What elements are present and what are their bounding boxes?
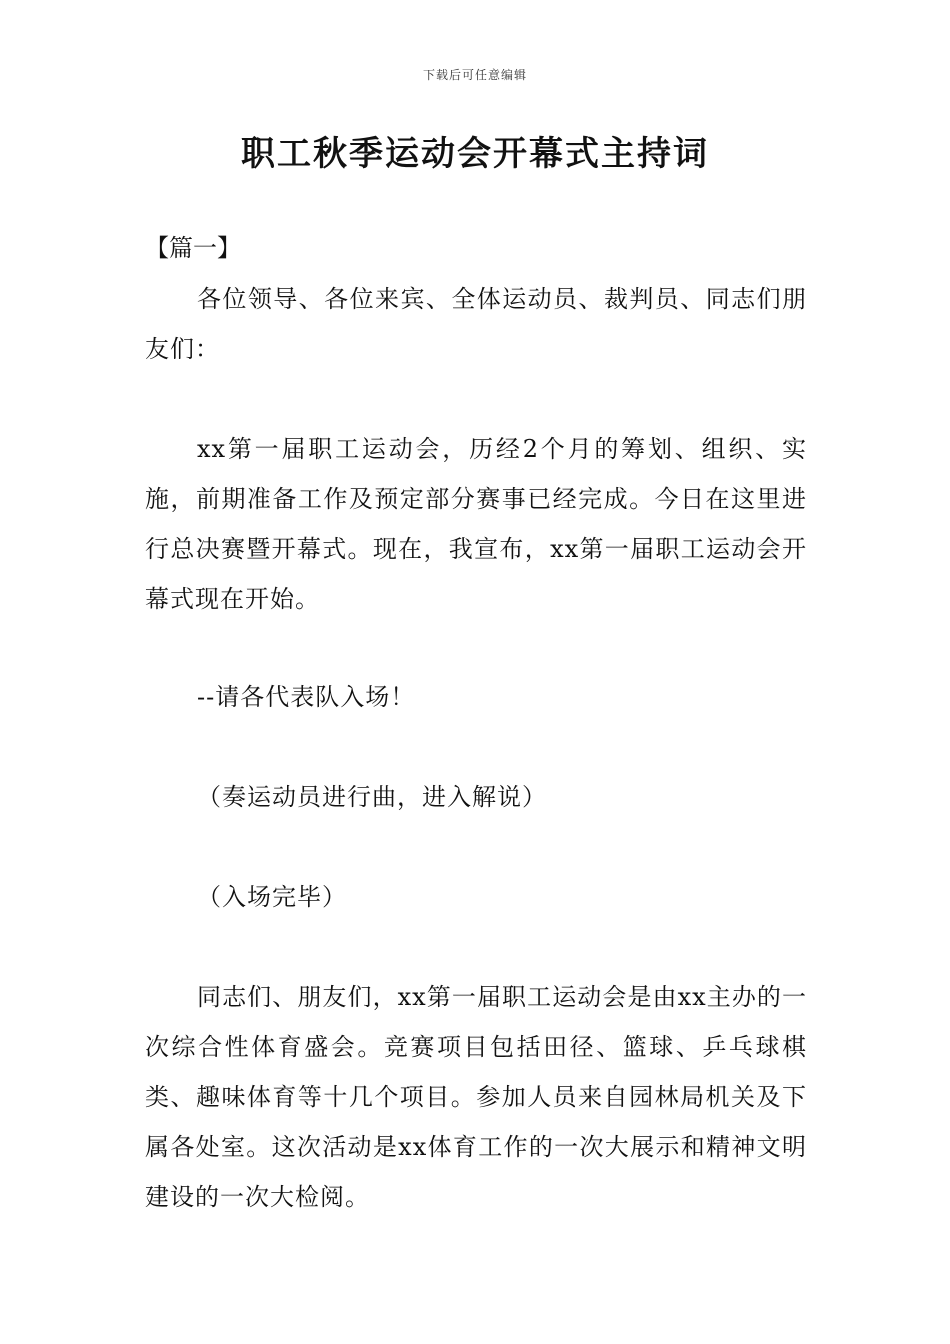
header-note: 下载后可任意编辑 xyxy=(422,68,527,82)
paragraph-music-note: （奏运动员进行曲，进入解说） xyxy=(197,783,547,811)
paragraph-greeting: 各位领导、各位来宾、全体运动员、裁判员、同志们朋友们： xyxy=(145,285,807,363)
paragraph-entry-complete: （入场完毕） xyxy=(197,883,347,911)
paragraph-team-entry: --请各代表队入场！ xyxy=(197,683,416,711)
paragraph-opening: xx第一届职工运动会，历经2个月的筹划、组织、实施，前期准备工作及预定部分赛事已经完成。今日在这里进行总决赛暨开幕式。现在，我宣布，xx第一届职工运动会开幕式现在开始。 xyxy=(145,435,807,613)
paragraph-event-overview: 同志们、朋友们，xx第一届职工运动会是由xx主办的一次综合性体育盛会。竞赛项目包括田径、篮球、乒乓球棋类、趣味体育等十几个项目。参加人员来自园林局机关及下属各处室。这次活动是xx体育工作的一次大展示和精神文明建设的一次大检阅。 xyxy=(145,983,807,1211)
document-title: 职工秋季运动会开幕式主持词 xyxy=(241,134,709,174)
section-label: 【篇一】 xyxy=(145,234,241,262)
